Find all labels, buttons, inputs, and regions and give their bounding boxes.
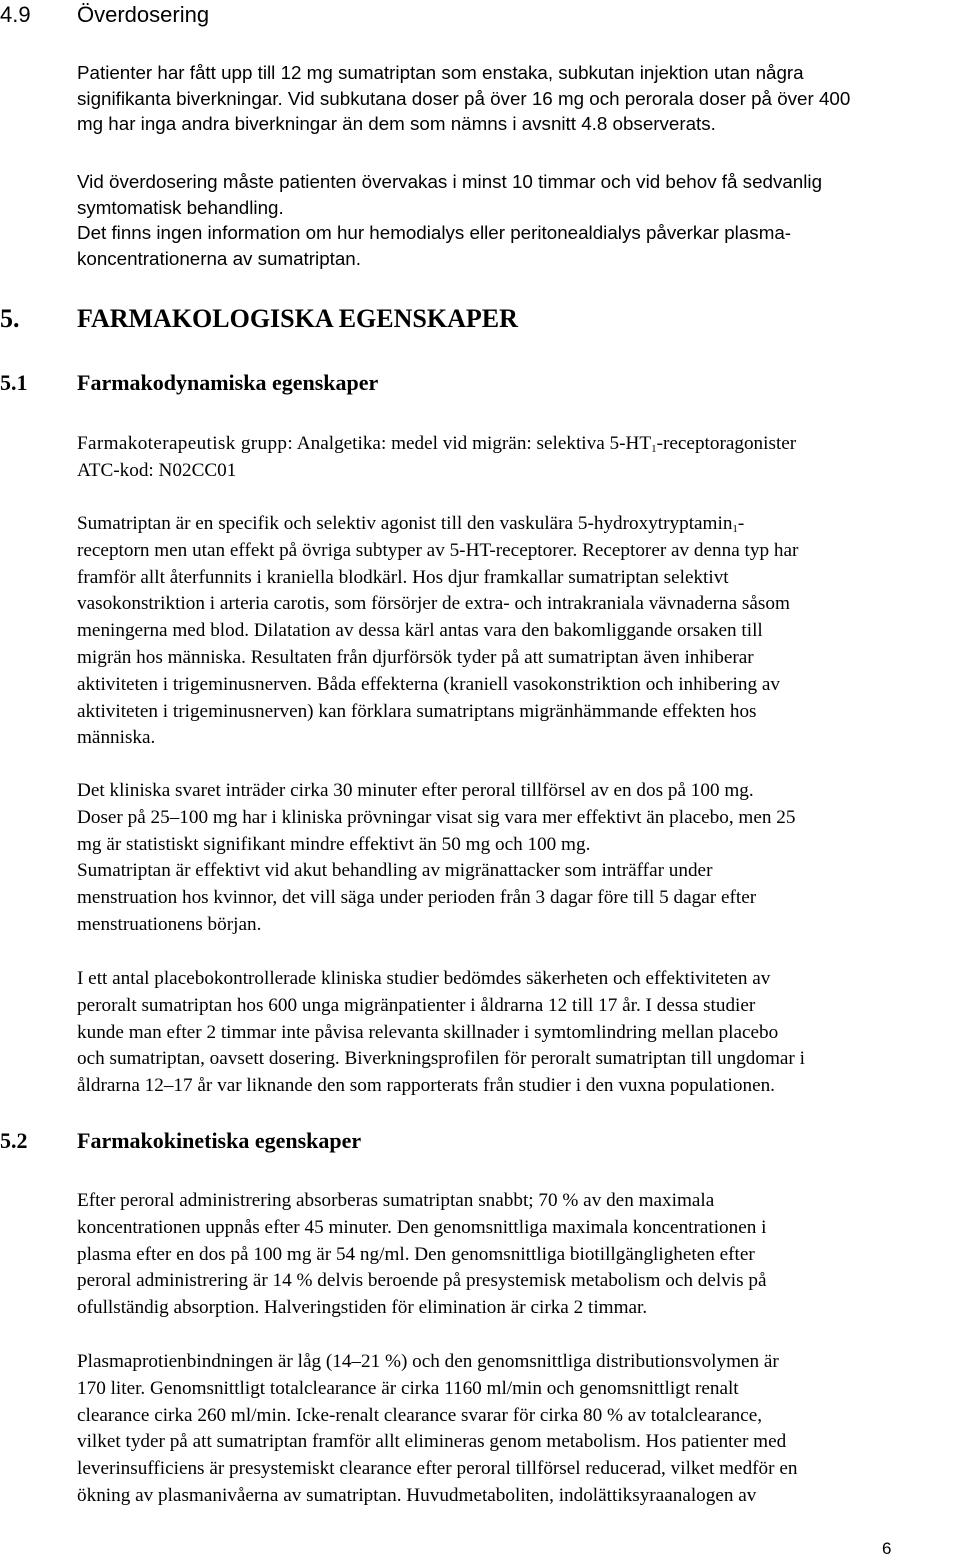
text-line: kunde man efter 2 timmar inte påvisa relevanta skillnader i symtomlindring mellan placebo <box>77 1021 779 1043</box>
section-number: 5.1 <box>0 370 28 395</box>
text-line: Det kliniska svaret inträder cirka 30 minuter efter peroral tillförsel av en dos på 100 mg. <box>77 780 754 801</box>
text-line: vasokonstriktion i arteria carotis, som försörjer de extra- och intrakraniala vävnaderna såsom <box>77 593 790 615</box>
section-title: Farmakodynamiska egenskaper <box>77 370 379 395</box>
overdose-paragraph-2 <box>77 169 957 272</box>
section-title: Överdosering <box>77 2 210 27</box>
text-line: Sumatriptan är effektivt vid akut behandling av migränattacker som inträffar under <box>77 860 713 882</box>
section-title: Farmakokinetiska egenskaper <box>77 1128 362 1153</box>
pharmacotherapeutic-group <box>77 431 957 485</box>
text-line: I ett antal placebokontrollerade kliniska studier bedömdes säkerheten och effektiviteten av <box>77 968 771 989</box>
pharmacodynamics-paragraph-2 <box>77 778 957 939</box>
text-line: leverinsufficiens är presystemiskt clearance efter peroral tillförsel reducerad, vilket medför en <box>77 1458 798 1480</box>
text-line: Patienter har fått upp till 12 mg sumatriptan som enstaka, subkutan injektion utan några <box>77 62 804 83</box>
text-line: menstruationens början. <box>77 913 262 935</box>
overdose-paragraph-1 <box>77 60 957 137</box>
text-line: koncentrationen uppnås efter 45 minuter. Den genomsnittliga maximala koncentrationen i <box>77 1216 767 1238</box>
text-line: menstruation hos kvinnor, det vill säga under perioden från 3 dagar före till 5 dagar efter <box>77 887 757 909</box>
text-line: symtomatisk behandling. <box>77 196 284 218</box>
group-text: Analgetika: medel vid migrän: selektiva 5-HT <box>293 433 652 454</box>
page-number: 6 <box>882 1539 892 1558</box>
text-line: aktiviteten i trigeminusnerven. Båda effekterna (kraniell vasokonstriktion och inhibering av <box>77 673 780 695</box>
text-line: Det finns ingen information om hur hemodialys eller peritonealdialys påverkar plasma- <box>77 222 792 244</box>
text-line: Doser på 25–100 mg har i kliniska prövningar visat sig vara mer effektivt än placebo, men 25 <box>77 806 796 828</box>
pharmacodynamics-paragraph-1 <box>77 511 957 752</box>
group-text: -receptoragonister <box>656 433 797 454</box>
text-line: meningerna med blod. Dilatation av dessa kärl antas vara den bakomliggande orsaken till <box>77 620 763 642</box>
text-line: vilket tyder på att sumatriptan framför allt elimineras genom metabolism. Hos patienter med <box>77 1431 787 1453</box>
text-segment: - <box>737 513 745 534</box>
text-line: människa. <box>77 727 156 749</box>
text-line: Vid överdosering måste patienten övervakas i minst 10 timmar och vid behov få sedvanlig <box>77 171 823 192</box>
text-line: mg har inga andra biverkningar än dem som nämns i avsnitt 4.8 observerats. <box>77 113 716 135</box>
pharmacokinetics-paragraph-2 <box>77 1349 957 1510</box>
text-line: ökning av plasmanivåerna av sumatriptan. Huvudmetaboliten, indolättiksyraanalogen av <box>77 1484 757 1506</box>
subscript: 1 <box>651 443 657 455</box>
section-title: FARMAKOLOGISKA EGENSKAPER <box>77 304 518 333</box>
section-heading-5-2 <box>0 1127 362 1155</box>
text-line: åldrarna 12–17 år var liknande den som rapporterats från studier i den vuxna populationen. <box>77 1075 775 1097</box>
text-line: och sumatriptan, oavsett dosering. Biverkningsprofilen för peroralt sumatriptan till ungdomar i <box>77 1048 805 1070</box>
pharmacodynamics-paragraph-3 <box>77 966 957 1100</box>
text-line: aktiviteten i trigeminusnerven) kan förklara sumatriptans migränhämmande effekten hos <box>77 700 757 722</box>
group-label: Farmakoterapeutisk grupp: <box>77 433 294 454</box>
text-line: peroral administrering är 14 % delvis beroende på presystemisk metabolism och delvis på <box>77 1270 767 1292</box>
text-line: ofullständig absorption. Halveringstiden för elimination är cirka 2 timmar. <box>77 1297 648 1319</box>
text-line: signifikanta biverkningar. Vid subkutana doser på över 16 mg och perorala doser på över 400 <box>77 87 851 109</box>
text-line: clearance cirka 260 ml/min. Icke-renalt clearance svarar för cirka 80 % av totalclearance, <box>77 1404 763 1426</box>
text-line: plasma efter en dos på 100 mg är 54 ng/ml. Den genomsnittliga biotillgängligheten efter <box>77 1243 755 1265</box>
pharmacokinetics-paragraph-1 <box>77 1188 957 1322</box>
section-number: 4.9 <box>0 2 31 27</box>
text-line: Efter peroral administrering absorberas sumatriptan snabbt; 70 % av den maximala <box>77 1190 715 1211</box>
group-line <box>77 431 957 458</box>
text-line: koncentrationerna av sumatriptan. <box>77 248 361 270</box>
text-line: Plasmaprotienbindningen är låg (14–21 %) och den genomsnittliga distributionsvolymen är <box>77 1351 779 1372</box>
text-line <box>77 511 957 538</box>
text-segment: Sumatriptan är en specifik och selektiv agonist till den vaskulära 5-hydroxytryptamin <box>77 513 733 534</box>
text-line: migrän hos människa. Resultaten från djurförsök tyder på att sumatriptan även inhiberar <box>77 646 754 668</box>
text-line: framför allt återfunnits i kraniella blodkärl. Hos djur framkallar sumatriptan selektivt <box>77 566 729 588</box>
section-heading-4-9 <box>0 1 210 29</box>
section-heading-5 <box>0 303 518 335</box>
atc-code: ATC-kod: N02CC01 <box>77 459 237 481</box>
text-line: receptorn men utan effekt på övriga subtyper av 5-HT-receptorer. Receptorer av denna typ har <box>77 539 799 561</box>
section-number: 5. <box>0 304 20 333</box>
text-line: peroralt sumatriptan hos 600 unga migränpatienter i åldrarna 12 till 17 år. I dessa studier <box>77 994 756 1016</box>
section-number: 5.2 <box>0 1128 28 1153</box>
text-line: 170 liter. Genomsnittligt totalclearance är cirka 1160 ml/min och genomsnittligt renalt <box>77 1377 739 1399</box>
section-heading-5-1 <box>0 369 379 397</box>
subscript: 1 <box>732 523 738 535</box>
text-line: mg är statistiskt signifikant mindre effektivt än 50 mg och 100 mg. <box>77 833 591 855</box>
